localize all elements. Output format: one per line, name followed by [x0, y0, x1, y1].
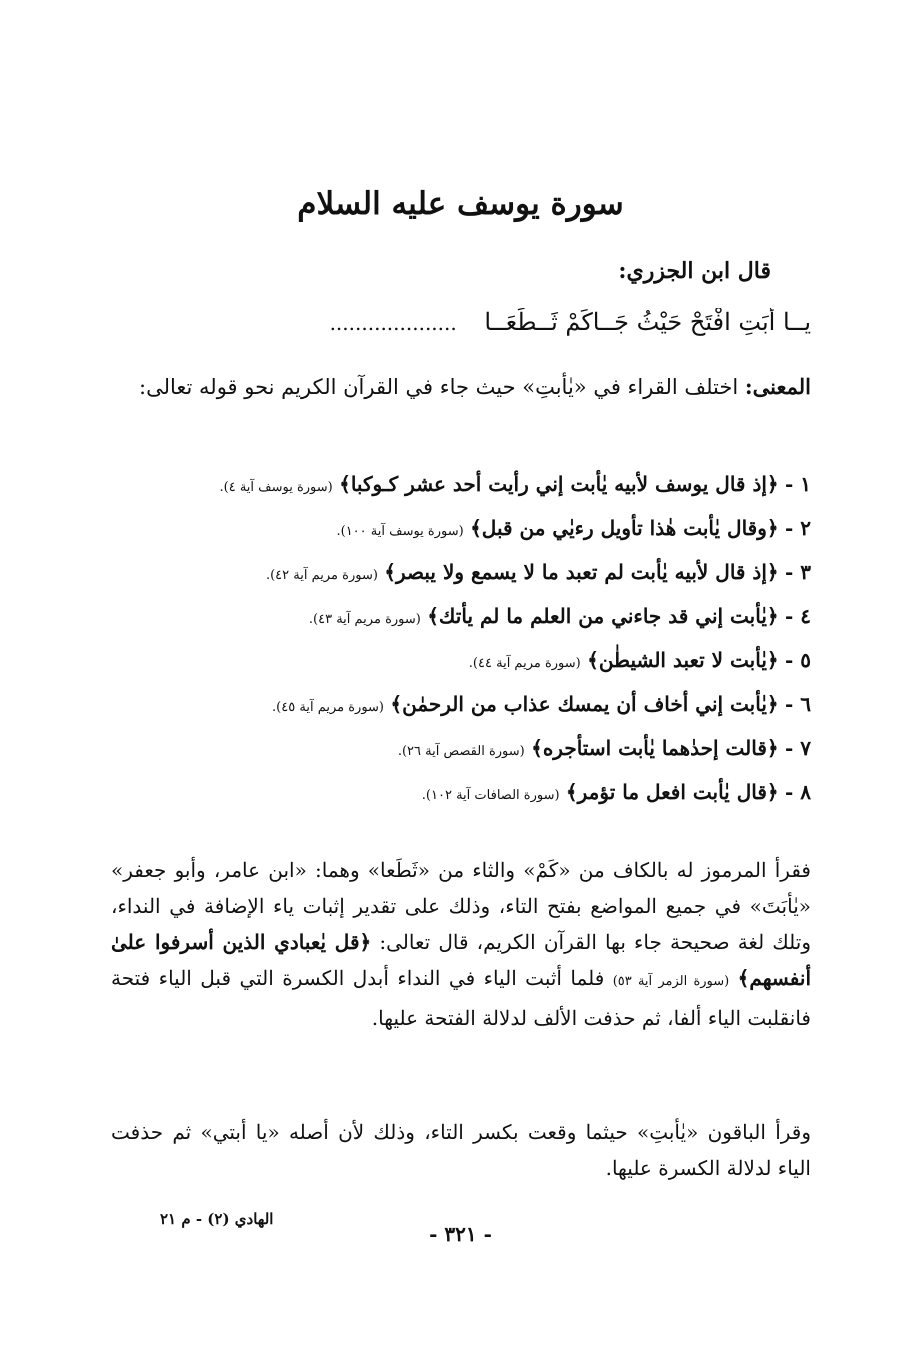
example-number: ٧ - — [784, 736, 811, 760]
examples-list — [111, 464, 811, 816]
paragraph-ref: (سورة الزمر آية ٥٣) — [612, 974, 730, 989]
example-quote: ﴿يٰأبت إني أخاف أن يمسك عذاب من الرحمٰن﴾ — [390, 692, 779, 716]
verse-text: يــا أَبَتِ افْتَحْ حَيْثُ جَــاكَمْ ثَــطَعَــا — [484, 308, 811, 336]
book-reference: الهادي (٢) - م ٢١ — [160, 1210, 274, 1228]
paragraph-text: فقرأ المرموز له بالكاف من «كَمْ» والثاء من «ثَطَعا» وهما: «ابن عامر، وأبو جعفر» «يٰأبَتَ» في جميع المواضع بفتح التاء، وذلك على تقدير إثبات ياء الإضافة في النداء، وتلك لغة صحيحة جاء بها القرآن الكريم، قال تعالى: — [111, 858, 812, 954]
example-item — [111, 552, 811, 596]
example-item — [111, 464, 811, 508]
example-number: ٢ - — [784, 516, 811, 540]
example-ref: (سورة مريم آية ٤٢). — [265, 568, 378, 583]
example-item — [111, 508, 811, 552]
example-item — [111, 772, 811, 816]
example-ref: (سورة مريم آية ٤٥). — [272, 700, 385, 715]
example-quote: ﴿يٰأبت إني قد جاءني من العلم ما لم يأتك﴾ — [427, 604, 779, 628]
example-ref: (سورة يوسف آية ٤). — [219, 480, 333, 495]
reading-paragraph-2: وقرأ الباقون «يٰأبتِ» حيثما وقعت بكسر التاء، وذلك لأن أصله «يا أبتي» ثم حذفت الياء لدلالة الكسرة عليها. — [111, 1120, 812, 1180]
example-item — [111, 684, 811, 728]
example-ref: (سورة القصص آية ٢٦). — [397, 744, 525, 759]
example-quote: ﴿قال يٰأبت افعل ما تؤمر﴾ — [565, 780, 779, 804]
paragraph-text: فلما أثبت الياء في النداء أبدل الكسرة التي قبل الياء فتحة فانقلبت الياء ألفا، ثم حذفت الألف لدلالة الفتحة عليها. — [111, 966, 811, 1030]
example-number: ١ - — [784, 472, 811, 496]
example-number: ٨ - — [784, 780, 811, 804]
example-ref: (سورة يوسف آية ١٠٠). — [336, 524, 464, 539]
example-quote: ﴿إذ قال يوسف لأبيه يٰأبت إني رأيت أحد عشر كـوكبا﴾ — [339, 472, 779, 496]
author-line: قال ابن الجزري: — [618, 258, 771, 284]
example-ref: (سورة مريم آية ٤٣). — [308, 612, 421, 627]
surah-title: سورة يوسف عليه السلام — [297, 186, 624, 222]
verse-dots: .................... — [329, 311, 457, 335]
meaning-label: المعنى: — [744, 374, 811, 399]
example-number: ٣ - — [784, 560, 811, 584]
example-ref: (سورة مريم آية ٤٤). — [468, 656, 581, 671]
example-item — [111, 728, 811, 772]
example-quote: ﴿وقال يٰأبت هٰذا تأويل رءيٰي من قبل﴾ — [470, 516, 779, 540]
poem-verse — [111, 308, 811, 336]
meaning-paragraph — [111, 368, 811, 406]
example-ref: (سورة الصافات آية ١٠٢). — [421, 788, 560, 803]
example-quote: ﴿إذ قال لأبيه يٰأبت لم تعبد ما لا يسمع ولا يبصر﴾ — [384, 560, 779, 584]
example-quote: ﴿قالت إحدٰهما يٰأبت استأجره﴾ — [531, 736, 779, 760]
meaning-text: اختلف القراء في «يٰأبتِ» حيث جاء في القرآن الكريم نحو قوله تعالى: — [139, 375, 739, 399]
paragraph-quote: ﴿قل يٰعبادي الذين أسرفوا علىٰ أنفسهم﴾ — [111, 930, 812, 990]
example-number: ٦ - — [784, 692, 811, 716]
example-item — [111, 596, 811, 640]
example-quote: ﴿يٰأبت لا تعبد الشيطٰن﴾ — [587, 648, 779, 672]
reading-paragraph-1 — [111, 852, 811, 1036]
page-number: - ٣٢١ - — [429, 1222, 492, 1246]
example-number: ٥ - — [784, 648, 811, 672]
example-item — [111, 640, 811, 684]
example-number: ٤ - — [784, 604, 811, 628]
